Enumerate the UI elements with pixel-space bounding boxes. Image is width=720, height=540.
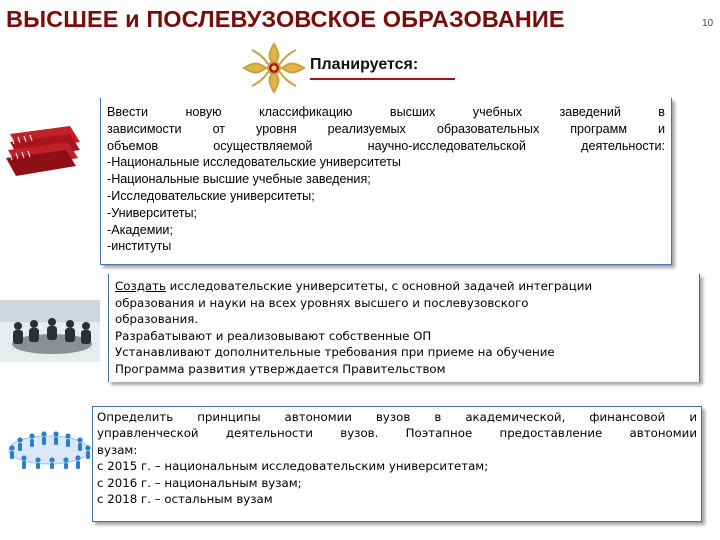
list-item: -Национальные исследовательские университеты — [107, 155, 401, 170]
list-item: -Университеты; — [107, 205, 198, 220]
text-line — [115, 278, 695, 295]
research-universities-block — [108, 274, 700, 382]
business-meeting-image — [0, 300, 100, 362]
page-number: 10 — [702, 18, 714, 29]
list-item: с 2016 г. – национальным вузам; — [97, 475, 302, 490]
text-line: Ввести новую классификацию высших учебных заведений в — [107, 105, 665, 119]
research-universities-text — [115, 278, 695, 377]
page-title: ВЫСШЕЕ и ПОСЛЕВУЗОВСКОЕ ОБРАЗОВАНИЕ — [6, 6, 565, 32]
classification-block — [100, 98, 672, 265]
list-item: -Исследовательские университеты; — [107, 188, 315, 203]
highlight-word: Создать — [115, 279, 166, 293]
text-line: управленческой деятельности вузов. Поэтапное предоставление автономии — [97, 426, 697, 441]
text-line: Программа развития утверждается Правительством — [115, 361, 446, 376]
subtitle-underline — [310, 78, 455, 80]
text-fragment: исследовательские университеты, с основной задачей интеграции — [165, 279, 593, 293]
people-ring-image — [4, 424, 94, 470]
text-line: Устанавливают дополнительные требования при приеме на обучение — [115, 345, 555, 359]
autonomy-text — [97, 409, 697, 507]
text-line: образования и науки на всех уровнях высшего и послевузовского — [115, 295, 529, 310]
list-item: -Академии; — [107, 222, 173, 237]
subtitle: Планируется: — [310, 56, 419, 73]
list-item: -Национальные высшие учебные заведения; — [107, 172, 371, 187]
text-line: образования. — [115, 312, 199, 326]
text-line: зависимости от уровня реализуемых образовательных программ и — [107, 121, 665, 136]
text-line: Определить принципы автономии вузов в академической, финансовой и — [97, 410, 697, 424]
list-item: с 2015 г. – национальным исследовательским университетам; — [97, 459, 489, 474]
text-line: объемов осуществляемой научно-исследовательской деятельности: — [107, 138, 665, 153]
red-notebooks-image — [0, 120, 84, 180]
text-line: вузам: — [97, 442, 138, 457]
list-item: с 2018 г. – остальным вузам — [97, 492, 273, 507]
golden-ornament-icon — [238, 40, 310, 96]
list-item: -институты — [107, 239, 172, 254]
autonomy-block — [92, 406, 702, 522]
classification-text — [107, 104, 665, 255]
text-line: Разрабатывают и реализовывают собственные ОП — [115, 328, 432, 343]
